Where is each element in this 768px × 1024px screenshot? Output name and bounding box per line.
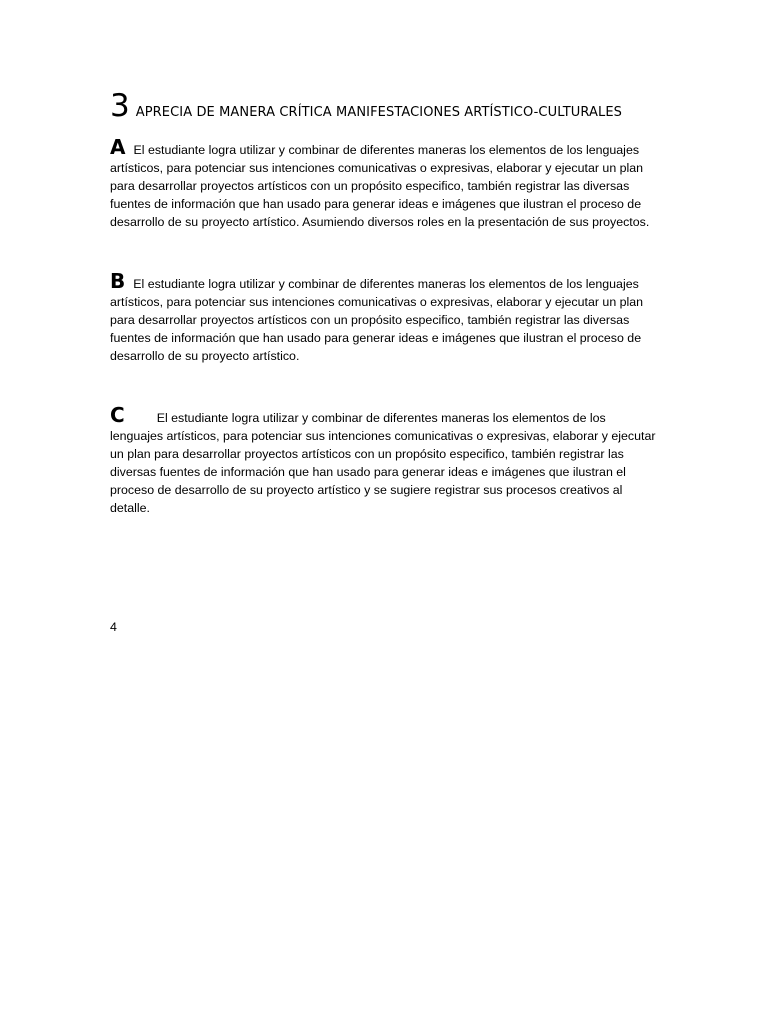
- page-number: 4: [110, 620, 117, 634]
- level-a-text: El estudiante logra utilizar y combinar de diferentes maneras los elementos de los lenguajes artísticos, para potenciar sus intenciones comunicativas o expresivas, elaborar y ejecutar un plan para desarrollar proyectos artísticos con un propósito especifico, también registrar las diversas fuentes de información que han usado para generar ideas e imágenes que ilustran el proceso de desarrollo de su proyecto artístico. Asumiendo diversos roles en la presentación de sus proyectos.: [110, 143, 650, 229]
- heading-title: APRECIA DE MANERA CRÍTICA MANIFESTACIONES ARTÍSTICO-CULTURALES: [135, 105, 623, 120]
- section-heading: [110, 88, 660, 124]
- level-c-paragraph: [110, 403, 660, 517]
- heading-number: 3: [110, 88, 130, 124]
- level-a-paragraph: [110, 135, 660, 231]
- level-a-letter: A: [110, 135, 126, 159]
- level-b-paragraph: [110, 269, 660, 365]
- level-c-letter: C: [110, 403, 125, 427]
- level-c-text: El estudiante logra utilizar y combinar de diferentes maneras los elementos de los lenguajes artísticos, para potenciar sus intenciones comunicativas o expresivas, elaborar y ejecutar un plan para desarrollar proyectos artísticos con un propósito especifico, también registrar las diversas fuentes de información que han usado para generar ideas e imágenes que ilustran el proceso de desarrollo de su proyecto artístico y se sugiere registrar sus procesos creativos al detalle.: [110, 411, 656, 515]
- document-page: [110, 88, 660, 517]
- level-b-text: El estudiante logra utilizar y combinar de diferentes maneras los elementos de los lenguajes artísticos, para potenciar sus intenciones comunicativas o expresivas, elaborar y ejecutar un plan para desarrollar proyectos artísticos con un propósito especifico, también registrar las diversas fuentes de información que han usado para generar ideas e imágenes que ilustran el proceso de desarrollo de su proyecto artístico.: [110, 277, 644, 363]
- level-b-letter: B: [110, 269, 126, 293]
